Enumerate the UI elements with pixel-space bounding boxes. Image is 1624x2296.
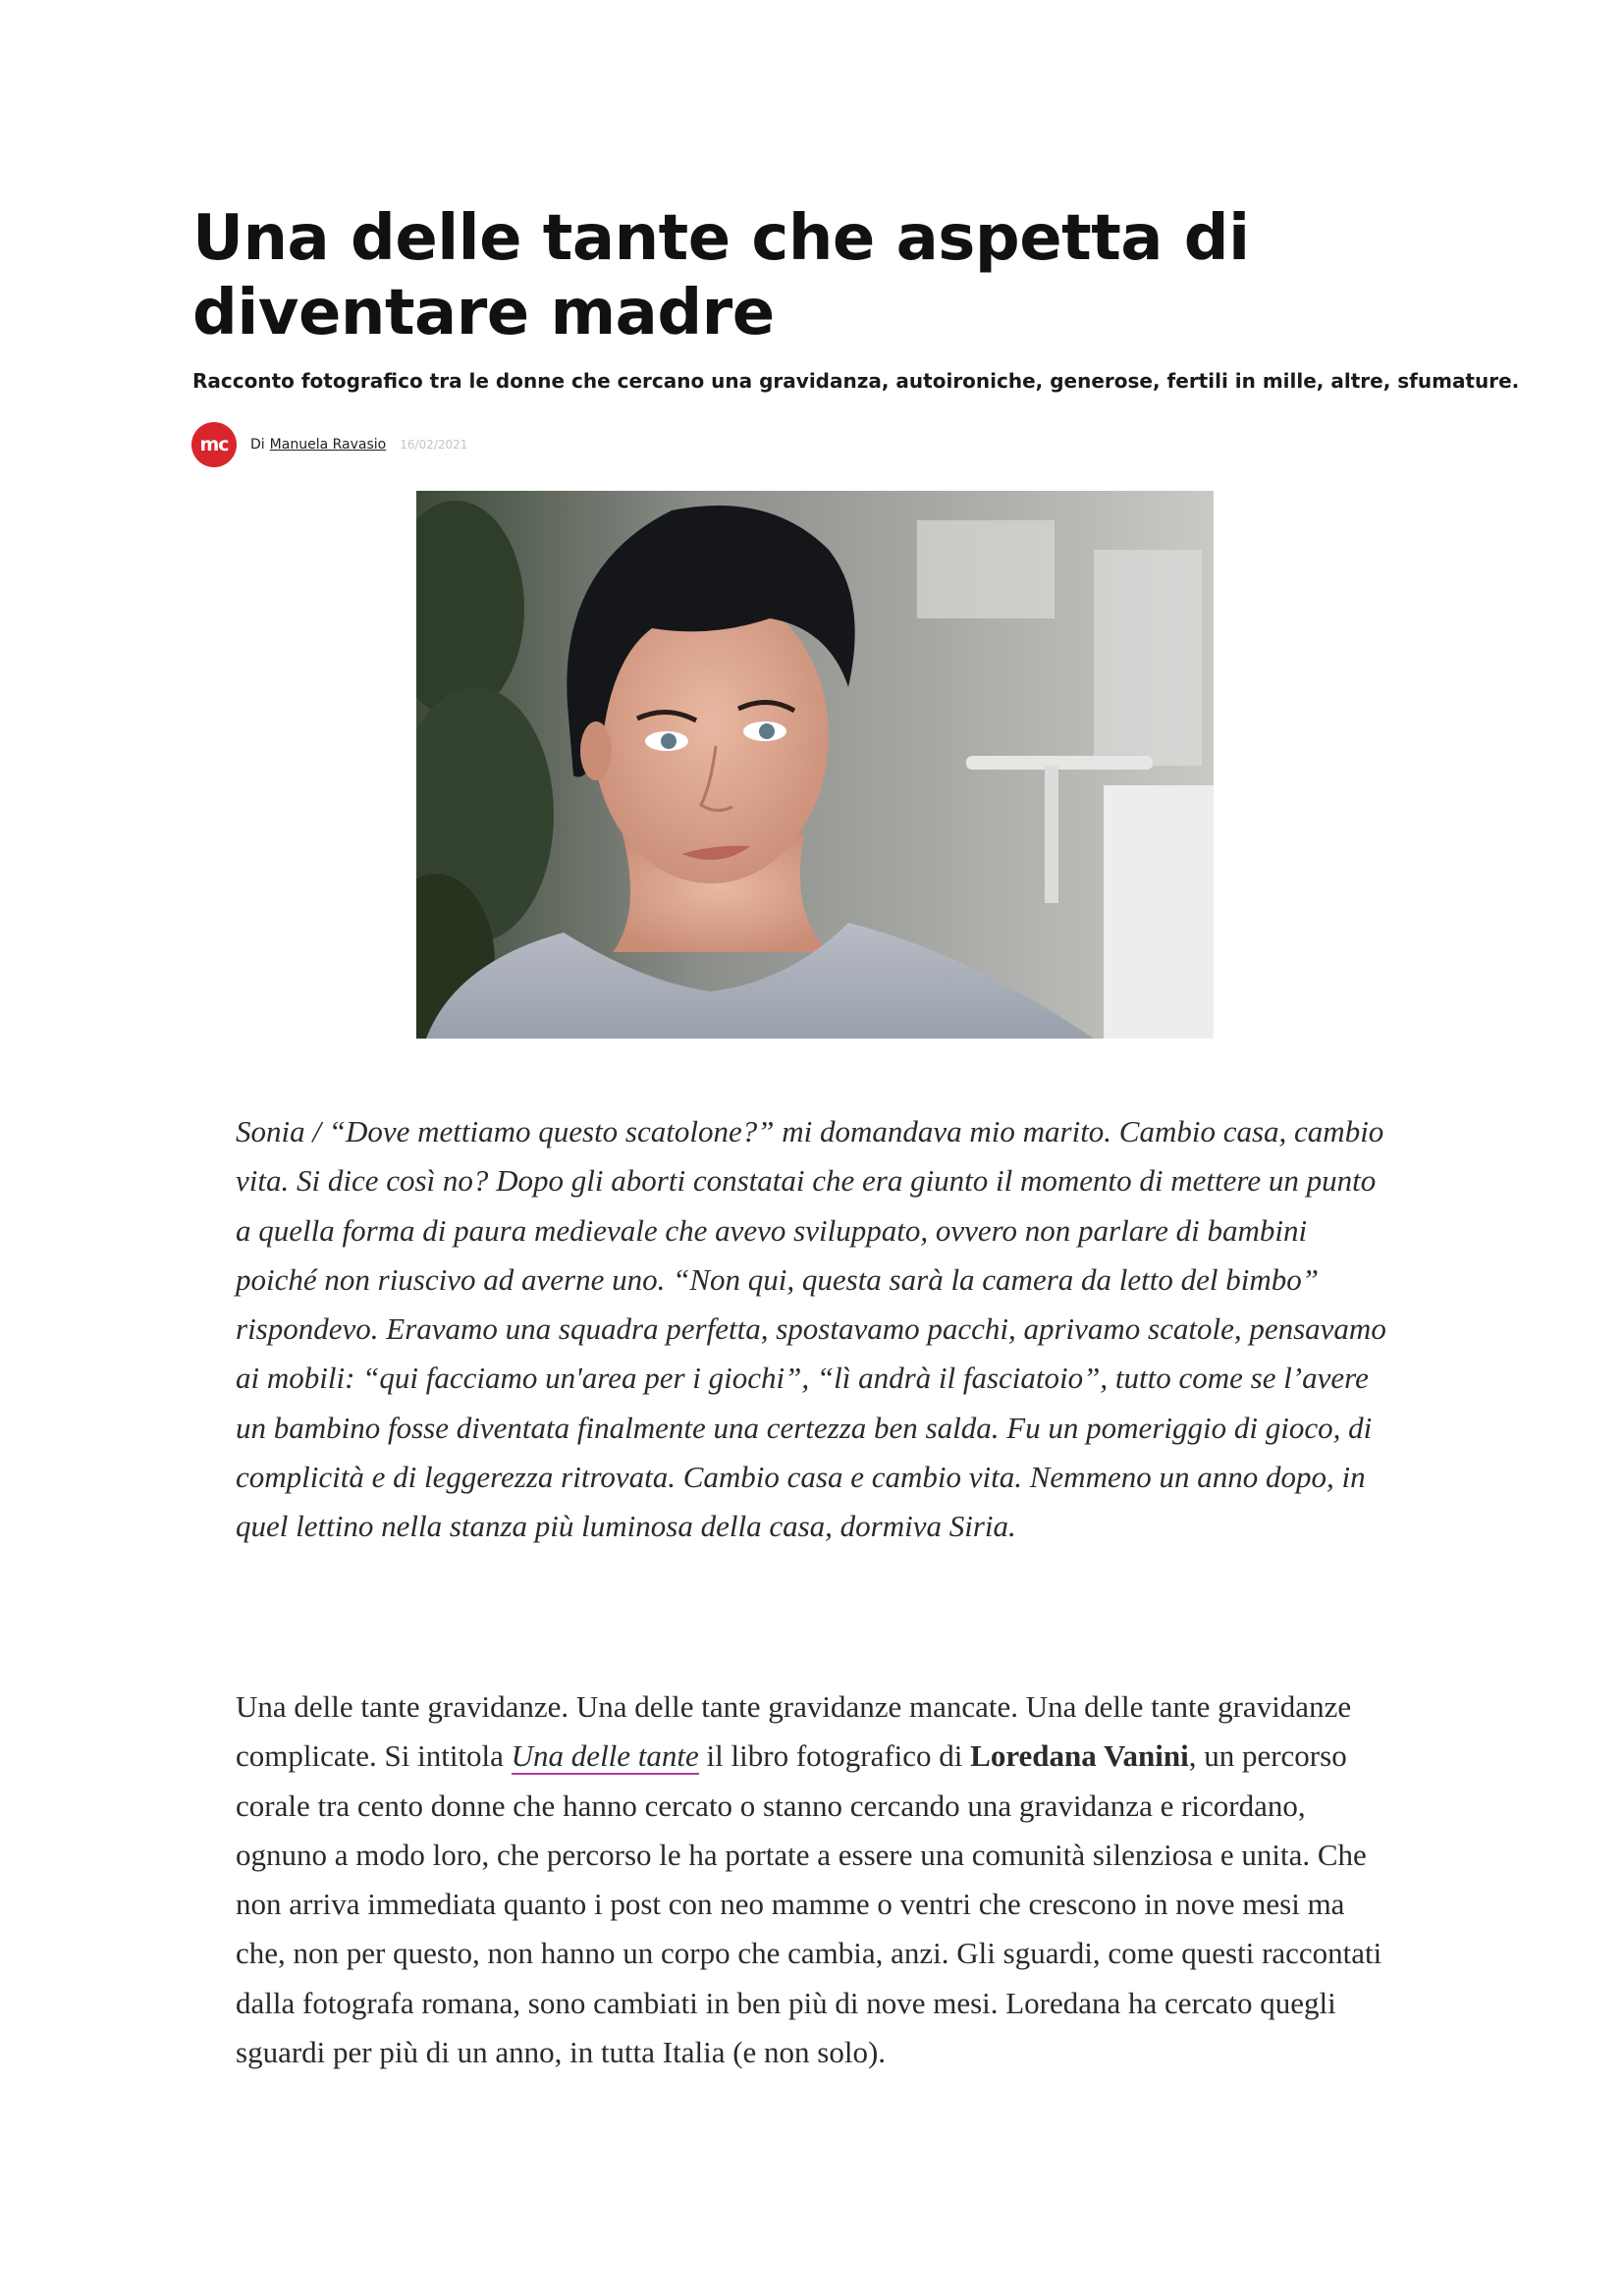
photographer-name: Loredana Vanini [970, 1738, 1189, 1774]
article-title: Una delle tante che aspetta di diventare madre [192, 202, 1250, 349]
book-title-link[interactable]: Una delle tante [511, 1738, 699, 1774]
intro-paragraph [236, 1682, 1394, 2077]
author-avatar: mc [191, 422, 237, 467]
portrait-image [416, 491, 1214, 1039]
paragraph-text-2: il libro fotografico di [698, 1738, 971, 1774]
hero-photo [416, 491, 1214, 1039]
paragraph-text-3: , un percorso corale tra cento donne che hanno cercato o stanno cercando una gravidanza e ricordano, ognuno a modo loro, che percorso le ha portate a essere una comunità silenziosa e unita. Che non arriva immediata quanto i post con neo mamme o ventri che crescono in nove mesi ma che, non per questo, non hanno un corpo che cambia, anzi. Gli sguardi, come questi raccontati dalla fotografa romana, sono cambiati in ben più di nove mesi. Loredana ha cercato quegli sguardi per più di un anno, in tutta Italia (e non solo). [236, 1738, 1382, 2070]
paragraph-text-1: Una delle tante gravidanze. Una delle tante gravidanze mancate. Una delle tante gravidanze complicate. Si intitola [236, 1689, 1352, 1774]
byline [191, 420, 467, 469]
author-link[interactable]: Manuela Ravasio [269, 437, 387, 453]
article-subtitle: Racconto fotografico tra le donne che cercano una gravidanza, autoironiche, generose, fertili in mille, altre, sfumature. [192, 369, 1520, 393]
testimony-quote: Sonia / “Dove mettiamo questo scatolone?” mi domandava mio marito. Cambio casa, cambio vita. Si dice così no? Dopo gli aborti constatai che era giunto il momento di mettere un punto a quella forma di paura medievale che avevo sviluppato, ovvero non parlare di bambini poiché non riuscivo ad averne uno. “Non qui, questa sarà la camera da letto del bimbo” rispondevo. Eravamo una squadra perfetta, spostavamo pacchi, aprivamo scatole, pensavamo ai mobili: “qui facciamo un'area per i giochi”, “lì andrà il fasciatoio”, tutto come se l’avere un bambino fosse diventata finalmente una certezza ben salda. Fu un pomeriggio di gioco, di complicità e di leggerezza ritrovata. Cambio casa e cambio vita. Nemmeno un anno dopo, in quel lettino nella stanza più luminosa della casa, dormiva Siria. [236, 1114, 1386, 1544]
publish-date: 16/02/2021 [400, 438, 468, 452]
byline-prefix: Di [250, 437, 265, 453]
